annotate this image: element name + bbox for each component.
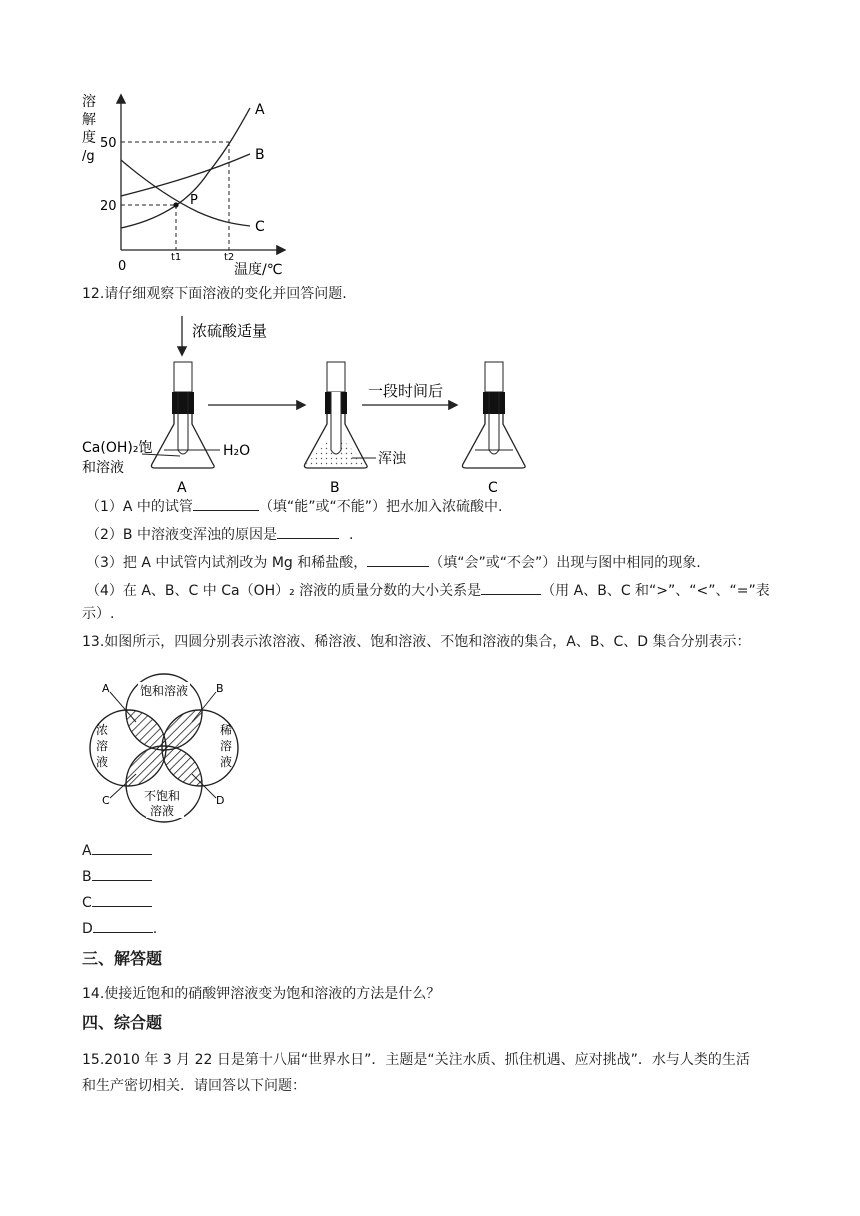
q12-sub4: （4）在 A、B、C 中 Ca（OH）₂ 溶液的质量分数的大小关系是 （用 A、B、C 和“>”、“<”、“=”表 [86, 580, 770, 601]
q12-sub3: （3）把 A 中试管内试剂改为 Mg 和稀盐酸， （填“会”或“不会”）出现与图中相同的现象. [86, 552, 701, 573]
q12-sub4-cont: 示）. [82, 606, 115, 622]
venn-corner-b: B [216, 682, 224, 695]
answer-blank-c[interactable] [92, 892, 152, 907]
flask-diagram [80, 312, 540, 498]
after-time-label: 一段时间后 [368, 382, 444, 400]
venn-right-3: 液 [220, 755, 233, 769]
y-label-1: 溶 [82, 94, 96, 110]
turbid-label: 浑浊 [378, 451, 406, 467]
q12-sub1: （1）A 中的试管 （填“能”或“不能”）把水加入浓硫酸中. [86, 496, 502, 517]
flask-label-a: A [177, 480, 187, 496]
label-b: B [255, 147, 265, 163]
q15-line-1: 15.2010 年 3 月 22 日是第十八届“世界水日”．主题是“关注水质、抓住机遇、应对挑战”．水与人类的生活 [82, 1052, 750, 1068]
venn-top-label: 饱和溶液 [140, 684, 189, 698]
venn-corner-d: D [216, 794, 225, 807]
x-tick-0: 0 [118, 259, 127, 274]
venn-left-3: 液 [96, 755, 109, 769]
q13-title: 13.如图所示，四圆分别表示浓溶液、稀溶液、饱和溶液、不饱和溶液的集合，A、B、C、D 集合分别表示： [82, 634, 751, 650]
curve-a [121, 108, 250, 228]
q14-text: 14.使接近饱和的硝酸钾溶液变为饱和溶液的方法是什么？ [82, 986, 441, 1002]
q12-title: 12.请仔细观察下面溶液的变化并回答问题. [82, 286, 347, 302]
q13-answer-c: C [82, 892, 152, 913]
venn-corner-c: C [102, 794, 110, 807]
water-label: H₂O [223, 443, 251, 459]
y-label-3: 度 [82, 130, 96, 146]
answer-blank-d[interactable] [93, 918, 153, 933]
flask-label-c: C [488, 480, 498, 496]
venn-right-2: 溶 [220, 739, 233, 753]
answer-blank-4[interactable] [481, 580, 541, 595]
y-label-4: /g [82, 149, 95, 164]
curve-c [121, 160, 250, 226]
venn-corner-a: A [102, 682, 110, 695]
point-p [173, 202, 178, 207]
venn-diagram [80, 664, 250, 834]
answer-blank-2[interactable] [277, 524, 339, 539]
q13-answer-d: D . [82, 918, 157, 939]
flask-a-label-2: 和溶液 [82, 460, 124, 476]
venn-right-1: 稀 [220, 723, 233, 737]
flask-b [304, 362, 367, 468]
section-3-title: 三、解答题 [82, 949, 163, 968]
add-acid-label: 浓硫酸适量 [192, 322, 268, 340]
answer-blank-1[interactable] [193, 496, 259, 511]
venn-bottom-1: 不饱和 [144, 789, 181, 803]
q15-line-2: 和生产密切相关．请回答以下问题： [82, 1078, 306, 1094]
q13-answer-a: A [82, 840, 152, 861]
answer-blank-3[interactable] [367, 552, 429, 567]
label-a: A [255, 102, 265, 118]
answer-blank-a[interactable] [92, 840, 152, 855]
q13-answer-b: B [82, 866, 152, 887]
flask-c [462, 362, 525, 468]
flask-a [151, 362, 214, 468]
label-c: C [255, 219, 265, 235]
solubility-graph [78, 88, 298, 280]
section-4-title: 四、综合题 [82, 1013, 163, 1032]
venn-left-2: 溶 [96, 739, 109, 753]
flask-label-b: B [330, 480, 340, 496]
venn-left-1: 浓 [96, 723, 109, 737]
y-tick-20: 20 [100, 199, 117, 214]
x-axis-label: 温度/℃ [234, 262, 283, 278]
y-tick-50: 50 [100, 136, 117, 151]
answer-blank-b[interactable] [92, 866, 152, 881]
y-label-2: 解 [82, 112, 96, 128]
venn-bottom-2: 溶液 [150, 804, 175, 818]
x-tick-t1: t1 [171, 252, 182, 263]
q12-sub2: （2）B 中溶液变浑浊的原因是 . [86, 524, 353, 545]
flask-a-label-1: Ca(OH)₂饱 [82, 440, 153, 456]
label-p: P [190, 193, 198, 208]
x-tick-t2: t2 [224, 252, 235, 263]
